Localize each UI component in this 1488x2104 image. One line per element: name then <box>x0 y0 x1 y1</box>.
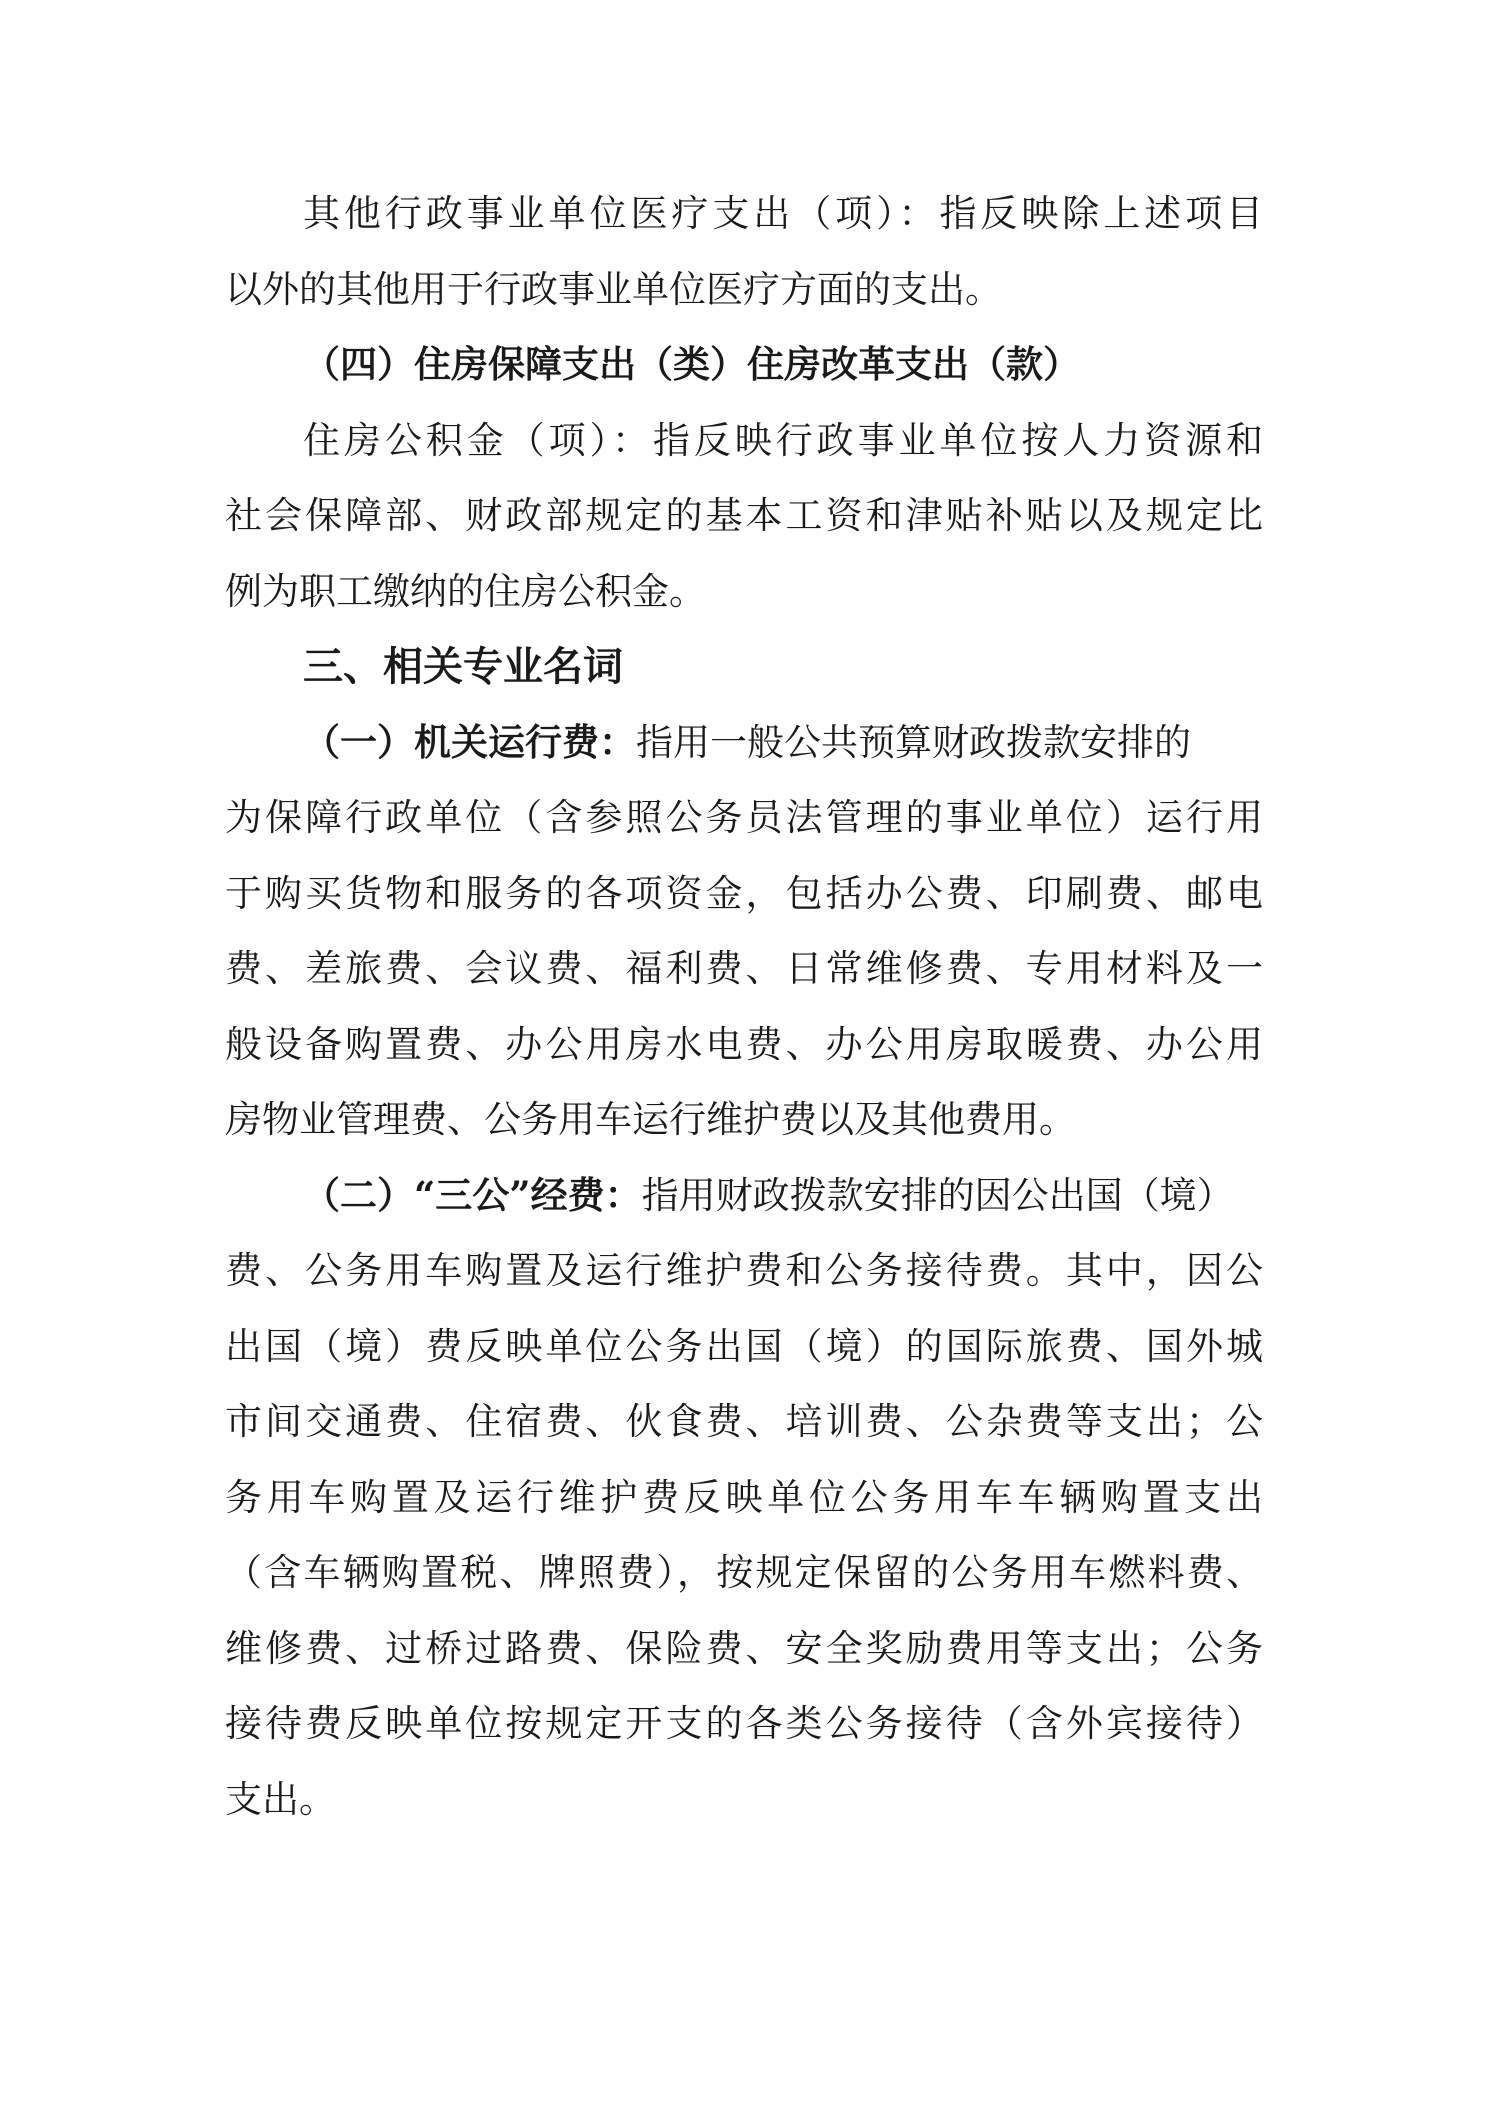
text-line: 支出。 <box>225 1777 336 1821</box>
paragraph-term <box>225 705 1263 1158</box>
term-definition: 指用一般公共预算财政拨款安排的 <box>636 720 1191 764</box>
text-line: 住房公积金（项）：指反映行政事业单位按人力资源和 <box>303 418 1263 462</box>
term-label: （二）“三公”经费： <box>303 1172 642 1217</box>
text-line: 接待费反映单位按规定开支的各类公务接待（含外宾接待） <box>225 1702 1263 1745</box>
text-line: 于购买货物和服务的各项资金，包括办公费、印刷费、邮电 <box>225 871 1263 915</box>
term-definition: 指用财政拨款安排的因公出国（境） <box>641 1173 1234 1217</box>
text-line: 房物业管理费、公务用车运行维护费以及其他费用。 <box>225 1098 1076 1141</box>
text-line: 社会保障部、财政部规定的基本工资和津贴补贴以及规定比 <box>225 494 1263 537</box>
text-line: 费、差旅费、会议费、福利费、日常维修费、专用材料及一 <box>225 947 1263 990</box>
text-line: 以外的其他用于行政事业单位医疗方面的支出。 <box>225 267 1002 311</box>
text-line: （含车辆购置税、牌照费），按规定保留的公务用车燃料费、 <box>225 1551 1263 1594</box>
text-line: 市间交通费、住宿费、伙食费、培训费、公杂费等支出；公 <box>225 1400 1263 1443</box>
text-line: 维修费、过桥过路费、保险费、安全奖励费用等支出；公务 <box>225 1626 1263 1670</box>
document-page <box>225 176 1263 1837</box>
paragraph-heading <box>225 629 1263 705</box>
paragraph-body <box>225 176 1263 327</box>
paragraph-subheading <box>225 327 1263 403</box>
text-line: 出国（境）费反映单位公务出国（境）的国际旅费、国外城 <box>225 1324 1263 1368</box>
text-line: 例为职工缴纳的住房公积金。 <box>225 569 706 613</box>
paragraph-body <box>225 403 1263 630</box>
term-label: （一）机关运行费： <box>303 719 636 764</box>
text-line: 般设备购置费、办公用房水电费、办公用房取暖费、办公用 <box>225 1022 1263 1066</box>
text-line: 为保障行政单位（含参照公务员法管理的事业单位）运行用 <box>225 796 1263 839</box>
text-line: 其他行政事业单位医疗支出（项）：指反映除上述项目 <box>303 192 1263 235</box>
text-line: 费、公务用车购置及运行维护费和公务接待费。其中，因公 <box>225 1249 1263 1292</box>
text-line <box>225 705 1263 781</box>
text-line <box>225 1158 1263 1234</box>
text-line: 务用车购置及运行维护费反映单位公务用车车辆购置支出 <box>225 1475 1263 1519</box>
text-line: 三、相关专业名词 <box>303 643 623 690</box>
text-line: （四）住房保障支出（类）住房改革支出（款） <box>303 342 1080 386</box>
paragraph-term <box>225 1158 1263 1838</box>
